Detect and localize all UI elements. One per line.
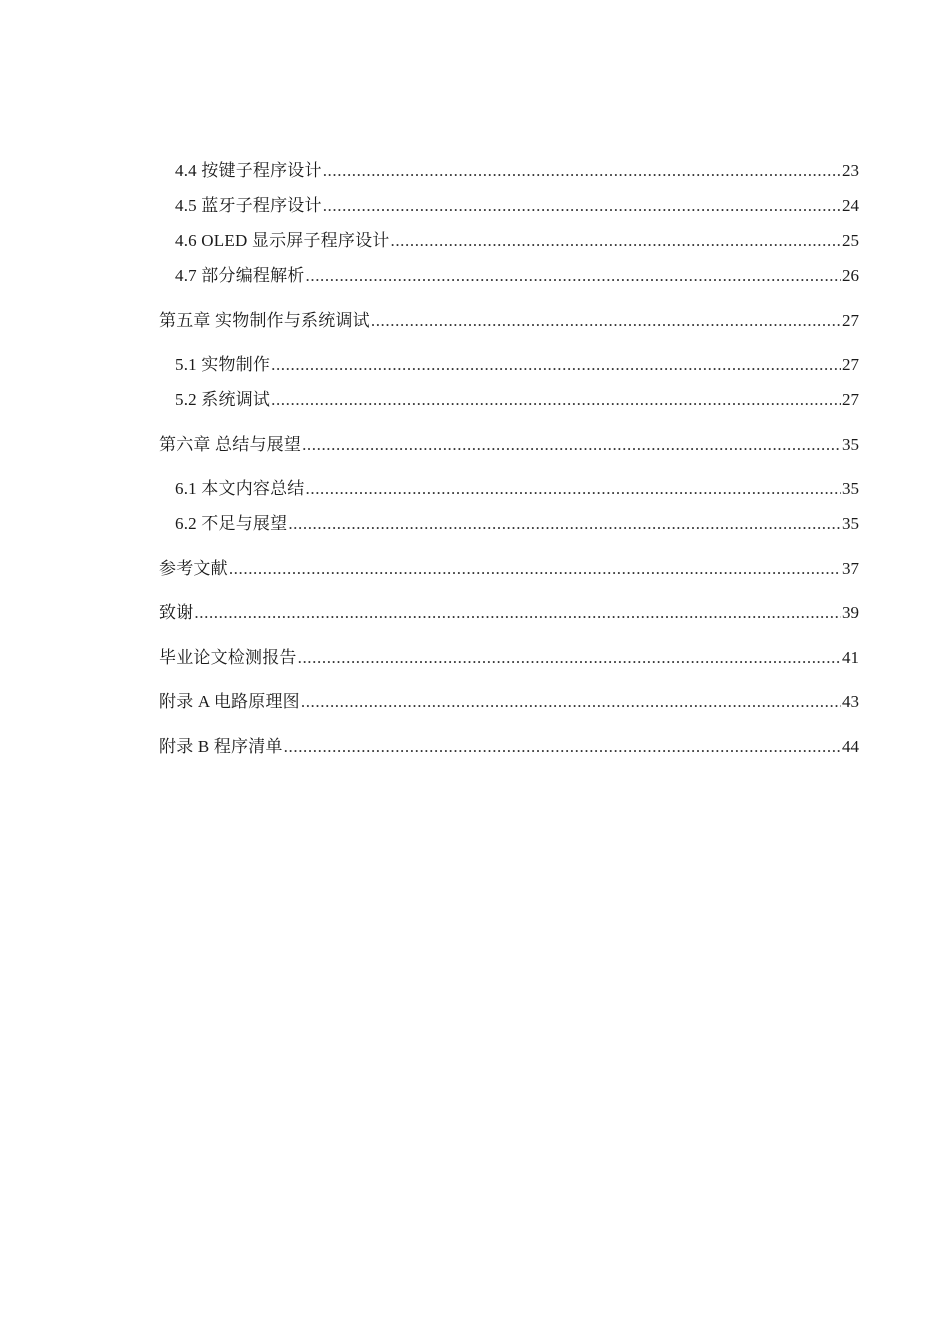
toc-page-number: 44 (842, 737, 859, 756)
toc-page-number: 25 (842, 231, 859, 250)
toc-page-number: 41 (842, 648, 859, 667)
toc-entry[interactable] (175, 353, 859, 377)
toc-entry-title: 参考文献 (159, 559, 228, 578)
toc-page-number: 35 (842, 435, 859, 454)
toc-entry-title: 4.4 按键子程序设计 (175, 161, 322, 180)
toc-dot-leader (298, 646, 841, 670)
toc-chapter-entry[interactable] (159, 735, 859, 759)
toc-dot-leader (302, 433, 841, 457)
toc-page-number: 24 (842, 196, 859, 215)
toc-entry[interactable] (175, 159, 859, 183)
toc-page-number: 27 (842, 311, 859, 330)
toc-entry[interactable] (175, 264, 859, 288)
toc-chapter-entry[interactable] (159, 433, 859, 457)
toc-entry-title: 毕业论文检测报告 (159, 648, 297, 667)
toc-page-number: 23 (842, 161, 859, 180)
toc-chapter-entry[interactable] (159, 646, 859, 670)
toc-dot-leader (371, 309, 841, 333)
toc-page-number: 35 (842, 479, 859, 498)
toc-dot-leader (284, 735, 841, 759)
toc-entry[interactable] (175, 512, 859, 536)
toc-dot-leader (271, 353, 841, 377)
toc-page-number: 39 (842, 603, 859, 622)
toc-dot-leader (323, 194, 841, 218)
toc-dot-leader (306, 264, 842, 288)
toc-page-number: 27 (842, 390, 859, 409)
toc-dot-leader (229, 557, 841, 581)
toc-entry-title: 附录 B 程序清单 (159, 737, 283, 756)
toc-page-number: 26 (842, 266, 859, 285)
toc-chapter-entry[interactable] (159, 309, 859, 333)
toc-entry[interactable] (175, 388, 859, 412)
toc-page-number: 43 (842, 692, 859, 711)
toc-entry-title: 4.6 OLED 显示屏子程序设计 (175, 231, 390, 250)
toc-entry-title: 6.1 本文内容总结 (175, 479, 305, 498)
toc-entry-title: 6.2 不足与展望 (175, 514, 288, 533)
toc-chapter-entry[interactable] (159, 690, 859, 714)
toc-chapter-entry[interactable] (159, 557, 859, 581)
toc-entry-title: 4.7 部分编程解析 (175, 266, 305, 285)
toc-entry[interactable] (175, 229, 859, 253)
toc-dot-leader (323, 159, 841, 183)
toc-page-number: 35 (842, 514, 859, 533)
toc-entry[interactable] (175, 194, 859, 218)
toc-page-number: 27 (842, 355, 859, 374)
toc-page-number: 37 (842, 559, 859, 578)
toc-dot-leader (271, 388, 841, 412)
toc-entry-title: 4.5 蓝牙子程序设计 (175, 196, 322, 215)
toc-entry-title: 第五章 实物制作与系统调试 (159, 311, 370, 330)
toc-entry-title: 第六章 总结与展望 (159, 435, 302, 454)
toc-dot-leader (194, 601, 841, 625)
toc-dot-leader (306, 477, 842, 501)
toc-entry-title: 5.1 实物制作 (175, 355, 271, 374)
toc-dot-leader (301, 690, 841, 714)
toc-chapter-entry[interactable] (159, 601, 859, 625)
toc-entry[interactable] (175, 477, 859, 501)
toc-dot-leader (390, 229, 841, 253)
toc-dot-leader (288, 512, 841, 536)
toc-entry-title: 5.2 系统调试 (175, 390, 271, 409)
toc-entry-title: 附录 A 电路原理图 (159, 692, 300, 711)
toc-entry-title: 致谢 (159, 603, 194, 622)
